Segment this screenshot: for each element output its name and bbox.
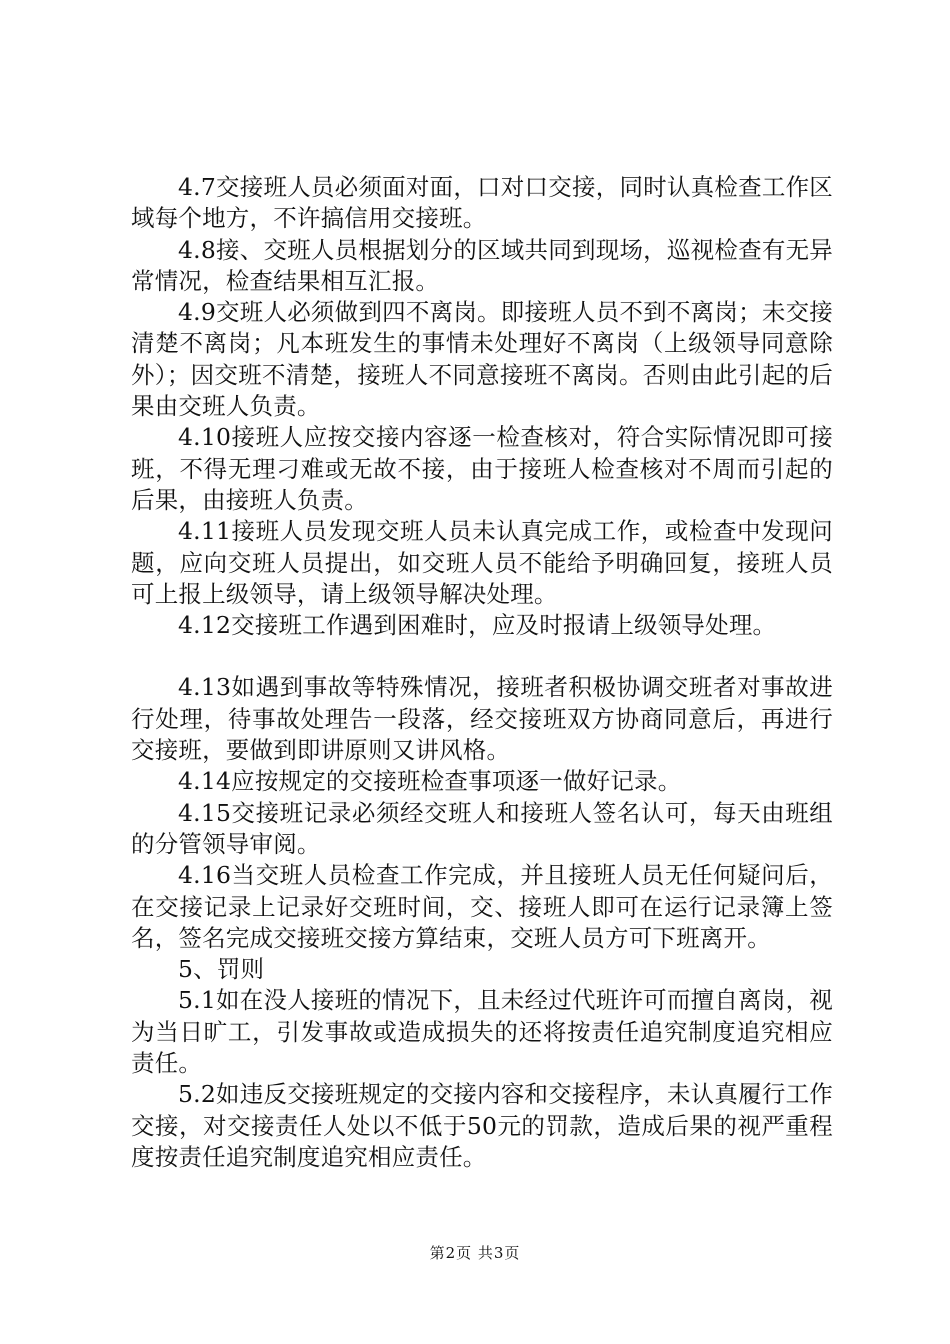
page-footer: 第2页 共3页	[429, 1244, 521, 1262]
paragraph-4-7: 4.7交接班人员必须面对面，口对口交接，同时认真检查工作区域每个地方，不许搞信用交接班。	[131, 173, 833, 233]
document-body	[131, 172, 833, 1173]
paragraph-5-2: 5.2如违反交接班规定的交接内容和交接程序，未认真履行工作交接，对交接责任人处以不低于50元的罚款，造成后果的视严重程度按责任追究制度追究相应责任。	[131, 1080, 833, 1171]
paragraph-4-15: 4.15交接班记录必须经交班人和接班人签名认可，每天由班组的分管领导审阅。	[131, 798, 833, 858]
paragraph-4-10: 4.10接班人应按交接内容逐一检查核对，符合实际情况即可接班，不得无理刁难或无故不接，由于接班人检查核对不周而引起的后果，由接班人负责。	[131, 423, 833, 514]
paragraph-4-8: 4.8接、交班人员根据划分的区域共同到现场，巡视检查有无异常情况，检查结果相互汇报。	[131, 235, 833, 295]
paragraph-spacer	[131, 641, 833, 672]
paragraph-4-14: 4.14应按规定的交接班检查事项逐一做好记录。	[178, 767, 682, 796]
paragraph-4-16: 4.16当交班人员检查工作完成，并且接班人员无任何疑问后，在交接记录上记录好交班时间，交、接班人即可在运行记录簿上签名，签名完成交接班交接方算结束，交班人员方可下班离开。	[131, 861, 833, 952]
paragraph-4-11: 4.11接班人员发现交班人员未认真完成工作，或检查中发现问题，应向交班人员提出，如交班人员不能给予明确回复，接班人员可上报上级领导，请上级领导解决处理。	[131, 517, 833, 608]
paragraph-4-13: 4.13如遇到事故等特殊情况，接班者积极协调交班者对事故进行处理，待事故处理告一段落，经交接班双方协商同意后，再进行交接班，要做到即讲原则又讲风格。	[131, 673, 833, 765]
paragraph-4-12: 4.12交接班工作遇到困难时，应及时报请上级领导处理。	[178, 611, 777, 640]
section-heading-penalties: 5、罚则	[178, 955, 265, 984]
paragraph-4-9: 4.9交班人必须做到四不离岗。即接班人员不到不离岗；未交接清楚不离岗；凡本班发生的事情未处理好不离岗（上级领导同意除外）；因交班不清楚，接班人不同意接班不离岗。否则由此引起的后果由交班人负责。	[131, 298, 833, 421]
paragraph-5-1: 5.1如在没人接班的情况下，且未经过代班许可而擅自离岗，视为当日旷工，引发事故或造成损失的还将按责任追究制度追究相应责任。	[131, 986, 833, 1078]
